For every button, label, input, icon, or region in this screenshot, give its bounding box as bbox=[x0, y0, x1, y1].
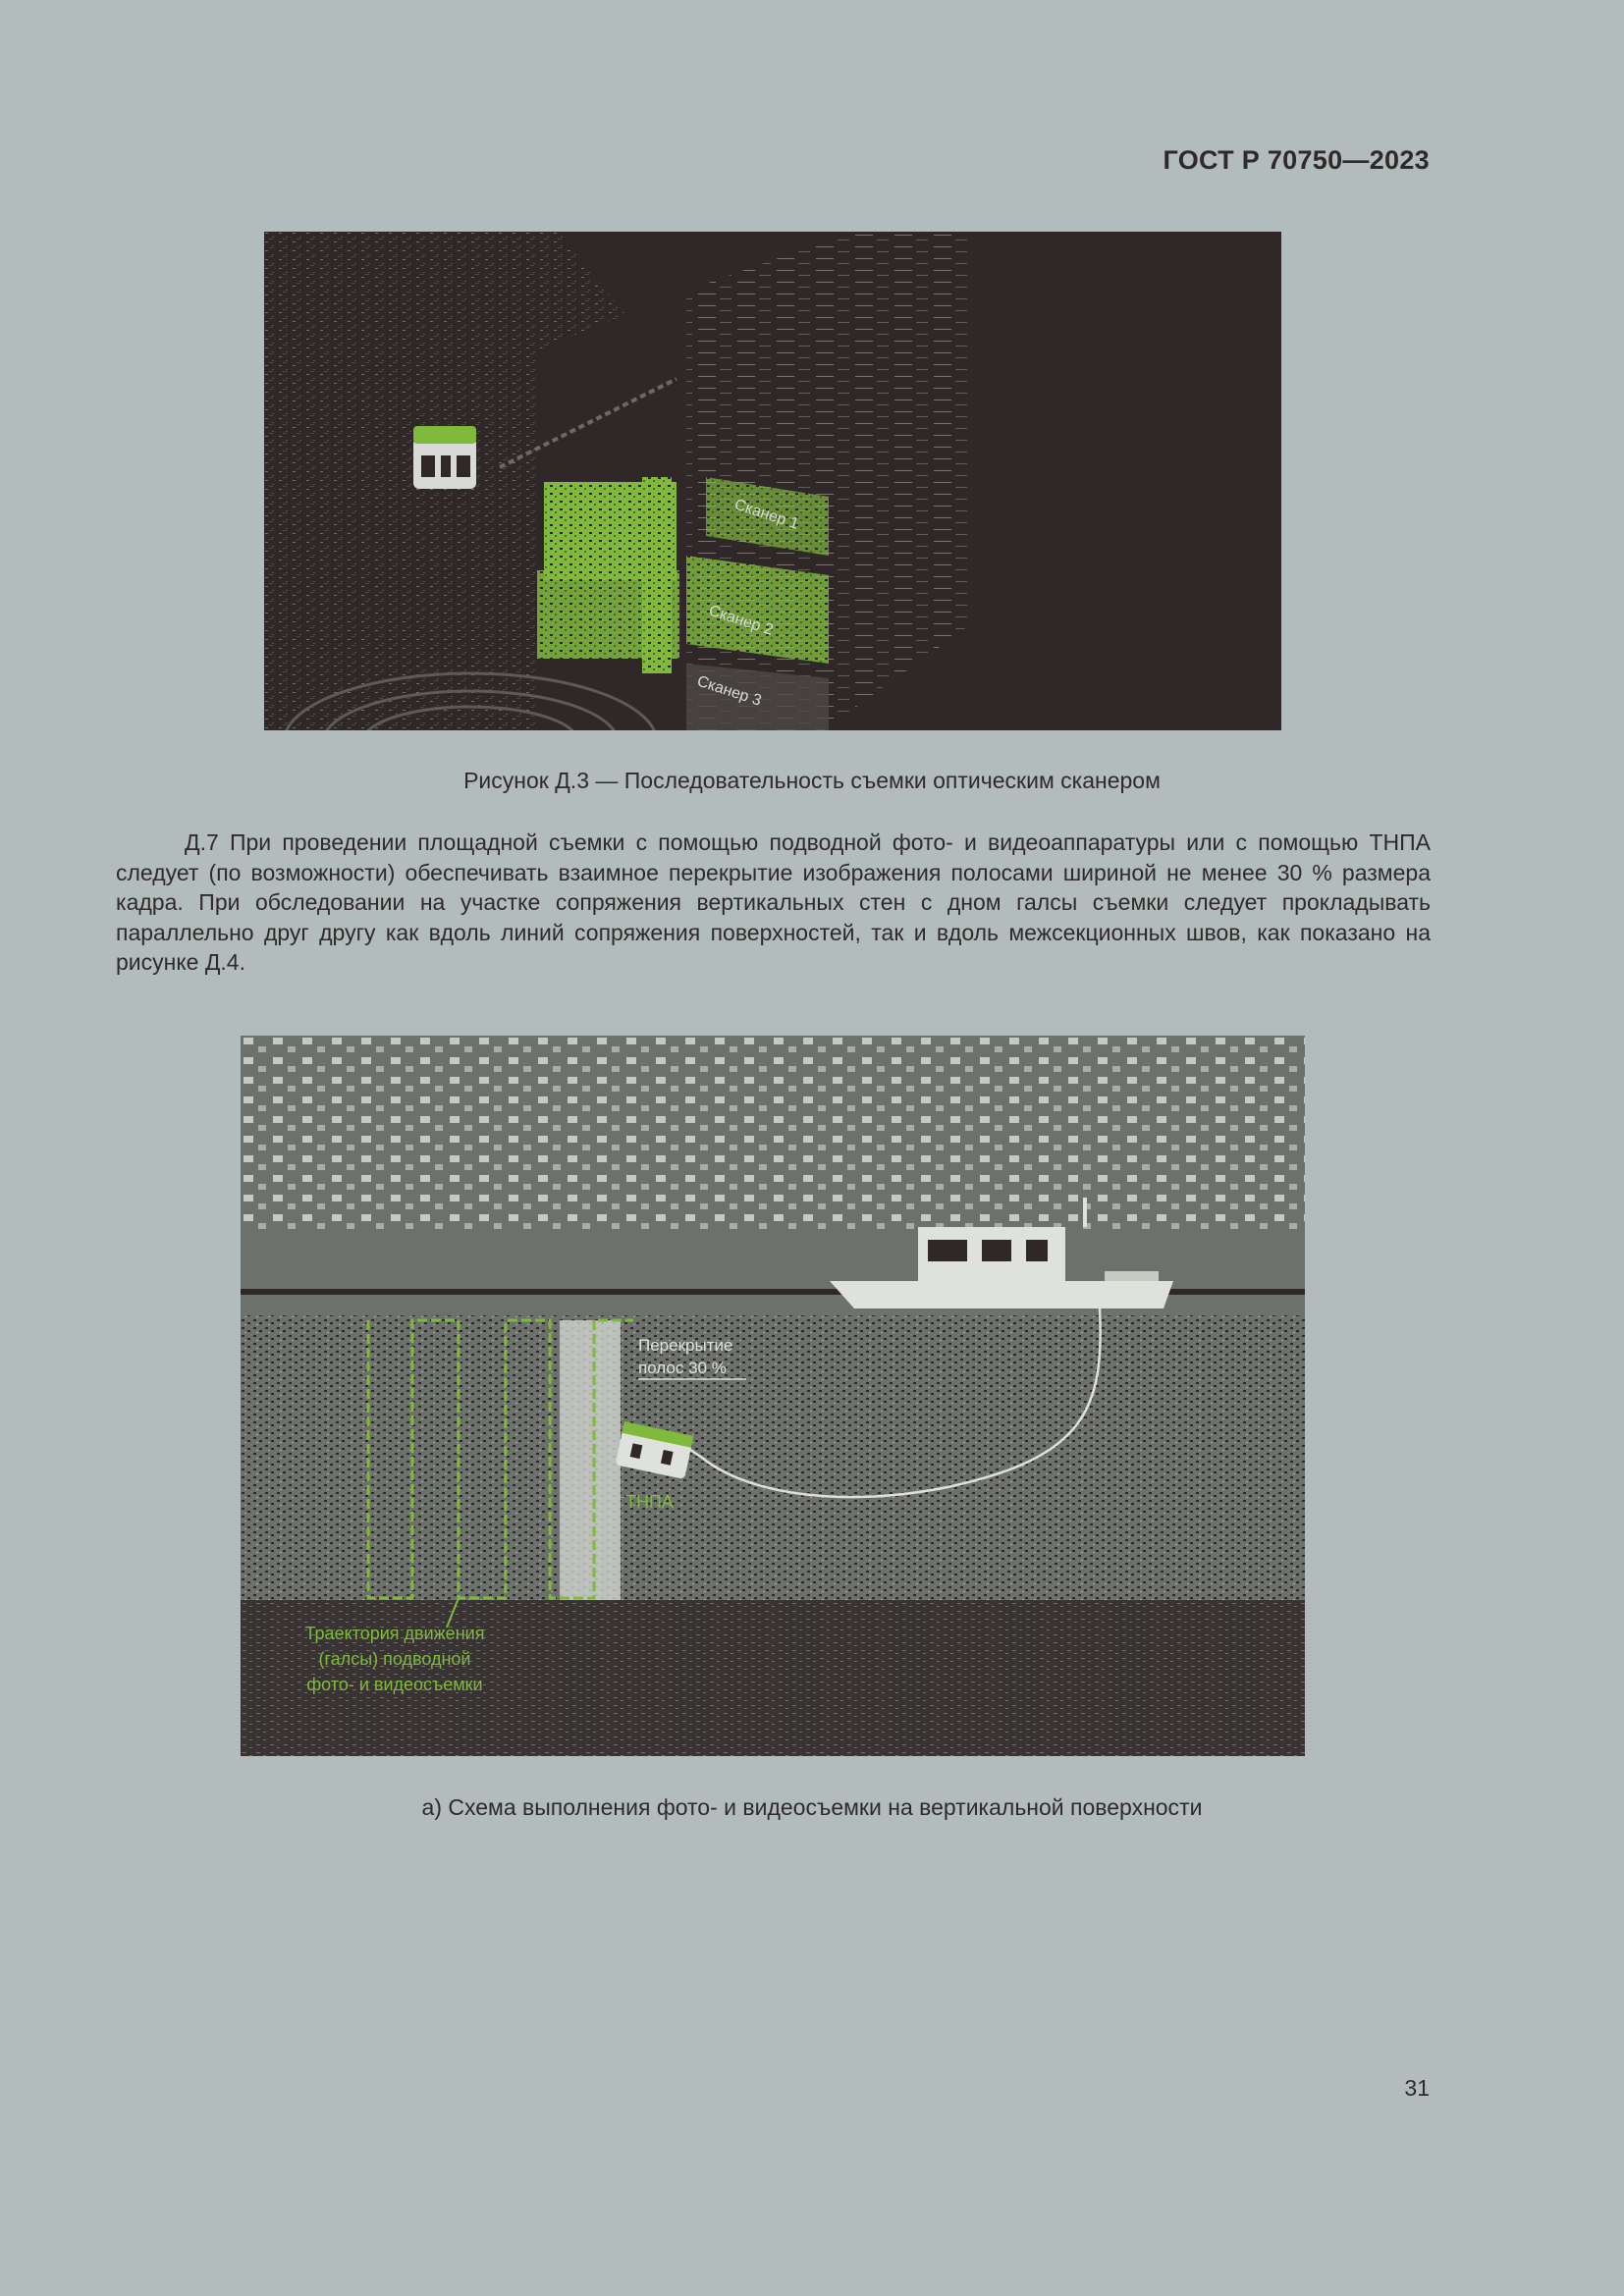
rov-label: ТНПА bbox=[625, 1492, 674, 1512]
overlap-label-line1: Перекрытие bbox=[638, 1336, 733, 1355]
scanner-label-2: Сканер 2 bbox=[706, 602, 776, 639]
trajectory-label-line2: (галсы) подводной bbox=[318, 1649, 471, 1669]
trajectory-label-line3: фото- и видеосъемки bbox=[306, 1675, 483, 1694]
figure-rov-survey-scheme bbox=[241, 1036, 1305, 1756]
scanner-device-icon bbox=[413, 426, 476, 489]
paragraph-d7: Д.7 При проведении площадной съемки с помощью подводной фото- и видеоаппаратуры или с помощью ТНПА следует (по возможности) обеспечивать взаимное перекрытие изображения полосами шириной не менее 30 % размера кадра. При обследовании на участке сопряжения вертикальных стен с дном галсы съемки следует прокладывать параллельно друг другу как вдоль линий сопряжения поверхностей, так и вдоль межсекционных швов, как показано на рисунке Д.4. bbox=[116, 829, 1431, 975]
rov-survey-illustration bbox=[241, 1036, 1305, 1756]
scanner-label-3: Сканер 3 bbox=[694, 672, 764, 710]
scanner-illustration bbox=[264, 232, 1281, 730]
overlap-label-line2: полос 30 % bbox=[638, 1359, 727, 1377]
page-number: 31 bbox=[1404, 2075, 1430, 2101]
figure-scanner-sequence bbox=[264, 232, 1281, 730]
figure-caption-d3: Рисунок Д.3 — Последовательность съемки оптическим сканером bbox=[463, 768, 1161, 793]
figure-caption-d4a: а) Схема выполнения фото- и видеосъемки на вертикальной поверхности bbox=[421, 1794, 1203, 1820]
scanner-label-1: Сканер 1 bbox=[731, 496, 801, 533]
document-header: ГОСТ Р 70750—2023 bbox=[1163, 145, 1430, 175]
trajectory-label-line1: Траектория движения bbox=[304, 1624, 485, 1643]
